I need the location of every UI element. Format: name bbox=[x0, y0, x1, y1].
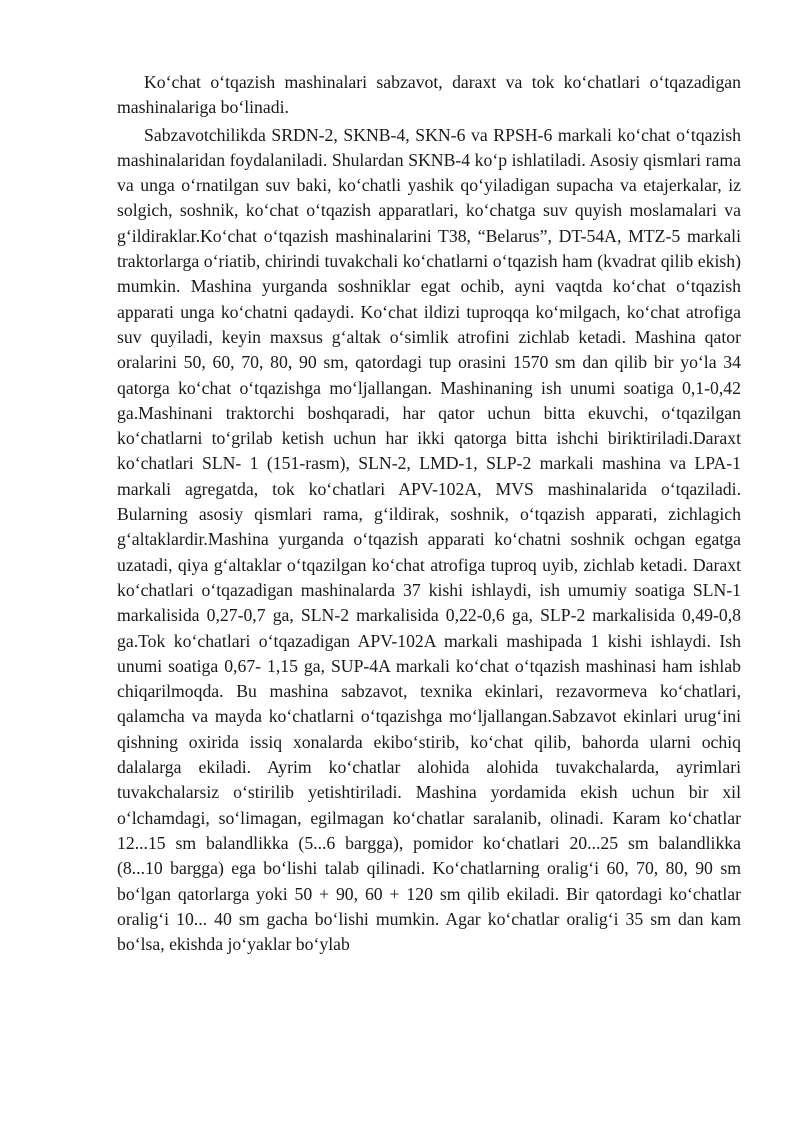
paragraph-intro: Ko‘chat o‘tqazish mashinalari sabzavot, daraxt va tok ko‘chatlari o‘tqazadigan mashinalariga bo‘linadi. bbox=[117, 72, 741, 118]
paragraph-body: Sabzavotchilikda SRDN-2, SKNB-4, SKN-6 va RPSH-6 markali ko‘chat o‘tqazish mashinalaridan foydalaniladi. Shulardan SKNB-4 ko‘p ishlatiladi. Asosiy qismlari rama va unga o‘rnatilgan suv baki, ko‘chatli yashik qo‘yiladigan supacha va etajerkalar, iz solgich, soshnik, ko‘chat o‘tqazish apparatlari, ko‘chatga suv quyish moslamalari va g‘ildiraklar.Ko‘chat o‘tqazish mashinalarini T38, “Belarus”, DT-54A, MTZ-5 markali traktorlarga o‘riatib, chirindi tuvakchali ko‘chatlarni o‘tqazish ham (kvadrat qilib ekish) mumkin. Mashina yurganda soshniklar egat ochib, ayni vaqtda ko‘chat o‘tqazish apparati unga ko‘chatni qadaydi. Ko‘chat ildizi tuproqqa ko‘milgach, ko‘chat atrofiga suv quyiladi, keyin maxsus g‘altak o‘simlik atrofini zichlab ketadi. Mashina qator oralarini 50, 60, 70, 80, 90 sm, qatordagi tup orasini 1570 sm dan qilib bir yo‘la 34 qatorga ko‘chat o‘tqazishga mo‘ljallangan. Mashinaning ish unumi soatiga 0,1-0,42 ga.Mashinani traktorchi boshqaradi, har qator uchun bitta ekuvchi, o‘tqazilgan ko‘chatlarni to‘grilab ketish uchun har ikki qatorga bitta ishchi biriktiriladi.Daraxt ko‘chatlari SLN- 1 (151-rasm), SLN-2, LMD-1, SLP-2 markali mashina va LPA-1 markali agregatda, tok ko‘chatlari APV-102A, MVS mashinalarida o‘tqaziladi. Bularning asosiy qismlari rama, g‘ildirak, soshnik, o‘tqazish apparati, zichlagich g‘altaklardir.Mashina yurganda o‘tqazish apparati ko‘chatni soshnik ochgan egatga uzatadi, qiya g‘altaklar o‘tqazilgan ko‘chat atrofiga tuproq uyib, zichlab ketadi. Daraxt ko‘chatlari o‘tqazadigan mashinalarda 37 kishi ishlaydi, ish umumiy soatiga SLN-1 markalisida 0,27-0,7 ga, SLN-2 markalisida 0,22-0,6 ga, SLP-2 markalisida 0,49-0,8 ga.Tok ko‘chatlari o‘tqazadigan APV-102A markali mashipada 1 kishi ishlaydi. Ish unumi soatiga 0,67- 1,15 ga, SUP-4A markali ko‘chat o‘tqazish mashinasi ham ishlab chiqarilmoqda. Bu mashina sabzavot, texnika ekinlari, rezavormeva ko‘chatlari, qalamcha va mayda ko‘chatlarni o‘tqazishga mo‘ljallangan.Sabzavot ekinlari urug‘ini qishning oxirida issiq xonalarda ekibo‘stirib, ko‘chat qilib, bahorda ularni ochiq dalalarga ekiladi. Ayrim ko‘chatlar alohida alohida tuvakchalarda, ayrimlari tuvakchalarsiz o‘stirilib yetishtiriladi. Mashina yordamida ekish uchun bir xil o‘lchamdagi, so‘limagan, egilmagan ko‘chatlar saralanib, olinadi. Karam ko‘chatlar 12...15 sm balandlikka (5...6 bargga), pomidor ko‘chatlari 20...25 sm balandlikka (8...10 bargga) ega bo‘lishi talab qilinadi. Ko‘chatlarning oralig‘i 60, 70, 80, 90 sm bo‘lgan qatorlarga yoki 50 + 90, 60 + 120 sm qilib ekiladi. Bir qatordagi ko‘chatlar oralig‘i 10... 40 sm gacha bo‘lishi mumkin. Agar ko‘chatlar oralig‘i 35 sm dan kam bo‘lsa, ekishda jo‘yaklar bo‘ylab bbox=[117, 124, 741, 955]
document-page bbox=[117, 70, 741, 957]
